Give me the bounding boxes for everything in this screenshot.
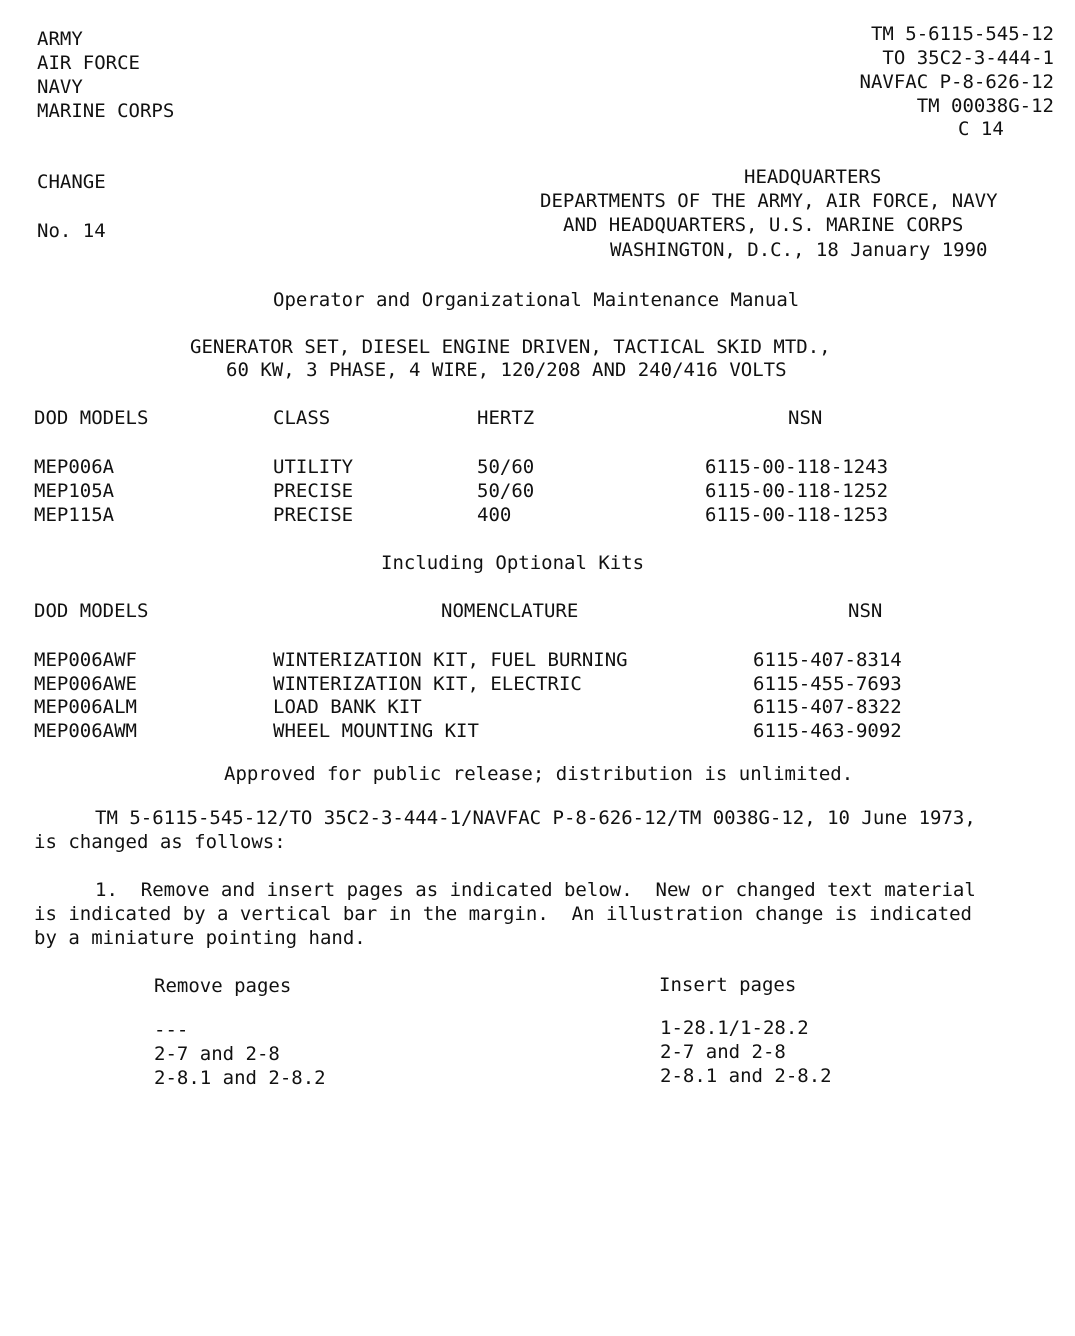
hq-line-1: HEADQUARTERS xyxy=(744,166,882,188)
kit-model-cell: MEP006AWM xyxy=(34,720,137,742)
model-cell: MEP105A xyxy=(34,480,115,502)
kit-nsn-cell: 6115-407-8314 xyxy=(753,649,902,671)
doc-number-tm-marine: TM 00038G-12 xyxy=(916,95,1054,117)
models-header-class: CLASS xyxy=(273,407,331,429)
kits-header-nsn: NSN xyxy=(848,600,883,622)
kit-nomenclature-cell: LOAD BANK KIT xyxy=(273,696,422,718)
nsn-cell: 6115-00-118-1243 xyxy=(705,456,889,478)
change-paragraph-line-1: TM 5-6115-545-12/TO 35C2-3-444-1/NAVFAC P-8-626-12/TM 0038G-12, 10 June 1973, xyxy=(95,807,976,829)
kit-nsn-cell: 6115-463-9092 xyxy=(753,720,902,742)
insert-page-item: 2-7 and 2-8 xyxy=(660,1041,786,1063)
kit-model-cell: MEP006ALM xyxy=(34,696,137,718)
kit-nsn-cell: 6115-407-8322 xyxy=(753,696,902,718)
kit-nomenclature-cell: WHEEL MOUNTING KIT xyxy=(273,720,479,742)
hq-line-4: WASHINGTON, D.C., 18 January 1990 xyxy=(610,239,988,261)
models-header-hertz: HERTZ xyxy=(477,407,535,429)
hertz-cell: 400 xyxy=(477,504,512,526)
class-cell: UTILITY xyxy=(273,456,354,478)
model-cell: MEP115A xyxy=(34,504,115,526)
models-header-nsn: NSN xyxy=(788,407,823,429)
doc-number-to: TO 35C2-3-444-1 xyxy=(882,47,1054,69)
kits-heading: Including Optional Kits xyxy=(381,552,645,574)
release-statement: Approved for public release; distribution is unlimited. xyxy=(224,763,854,785)
hertz-cell: 50/60 xyxy=(477,480,535,502)
change-paragraph-line-2: is changed as follows: xyxy=(34,831,286,853)
change-label: CHANGE xyxy=(37,171,106,193)
models-header-dod: DOD MODELS xyxy=(34,407,149,429)
remove-page-item: 2-8.1 and 2-8.2 xyxy=(154,1067,326,1089)
manual-title: Operator and Organizational Maintenance Manual xyxy=(273,289,800,311)
service-air-force: AIR FORCE xyxy=(37,52,140,74)
hertz-cell: 50/60 xyxy=(477,456,535,478)
remove-page-item: --- xyxy=(154,1019,189,1041)
instruction-line-2: is indicated by a vertical bar in the margin. An illustration change is indicated xyxy=(34,903,972,925)
service-marine-corps: MARINE CORPS xyxy=(37,100,175,122)
model-cell: MEP006A xyxy=(34,456,115,478)
insert-page-item: 2-8.1 and 2-8.2 xyxy=(660,1065,832,1087)
doc-number-navfac: NAVFAC P-8-626-12 xyxy=(859,71,1054,93)
change-code: C 14 xyxy=(958,118,1004,140)
kit-model-cell: MEP006AWF xyxy=(34,649,137,671)
nsn-cell: 6115-00-118-1253 xyxy=(705,504,889,526)
insert-pages-header: Insert pages xyxy=(659,974,797,996)
kit-nomenclature-cell: WINTERIZATION KIT, FUEL BURNING xyxy=(273,649,628,671)
change-number: No. 14 xyxy=(37,220,106,242)
instruction-line-3: by a miniature pointing hand. xyxy=(34,927,366,949)
kits-header-nomenclature: NOMENCLATURE xyxy=(441,600,579,622)
hq-line-2: DEPARTMENTS OF THE ARMY, AIR FORCE, NAVY xyxy=(540,190,998,212)
insert-page-item: 1-28.1/1-28.2 xyxy=(660,1017,809,1039)
doc-number-tm: TM 5-6115-545-12 xyxy=(870,23,1054,45)
subject-line-1: GENERATOR SET, DIESEL ENGINE DRIVEN, TACTICAL SKID MTD., xyxy=(190,336,831,358)
kit-nsn-cell: 6115-455-7693 xyxy=(753,673,902,695)
service-army: ARMY xyxy=(37,28,83,50)
service-navy: NAVY xyxy=(37,76,83,98)
class-cell: PRECISE xyxy=(273,480,354,502)
subject-line-2: 60 KW, 3 PHASE, 4 WIRE, 120/208 AND 240/416 VOLTS xyxy=(226,359,787,381)
remove-page-item: 2-7 and 2-8 xyxy=(154,1043,280,1065)
instruction-line-1: 1. Remove and insert pages as indicated below. New or changed text material xyxy=(95,879,976,901)
remove-pages-header: Remove pages xyxy=(154,975,292,997)
kit-nomenclature-cell: WINTERIZATION KIT, ELECTRIC xyxy=(273,673,582,695)
kits-header-dod: DOD MODELS xyxy=(34,600,149,622)
hq-line-3: AND HEADQUARTERS, U.S. MARINE CORPS xyxy=(563,214,964,236)
class-cell: PRECISE xyxy=(273,504,354,526)
nsn-cell: 6115-00-118-1252 xyxy=(705,480,889,502)
kit-model-cell: MEP006AWE xyxy=(34,673,137,695)
